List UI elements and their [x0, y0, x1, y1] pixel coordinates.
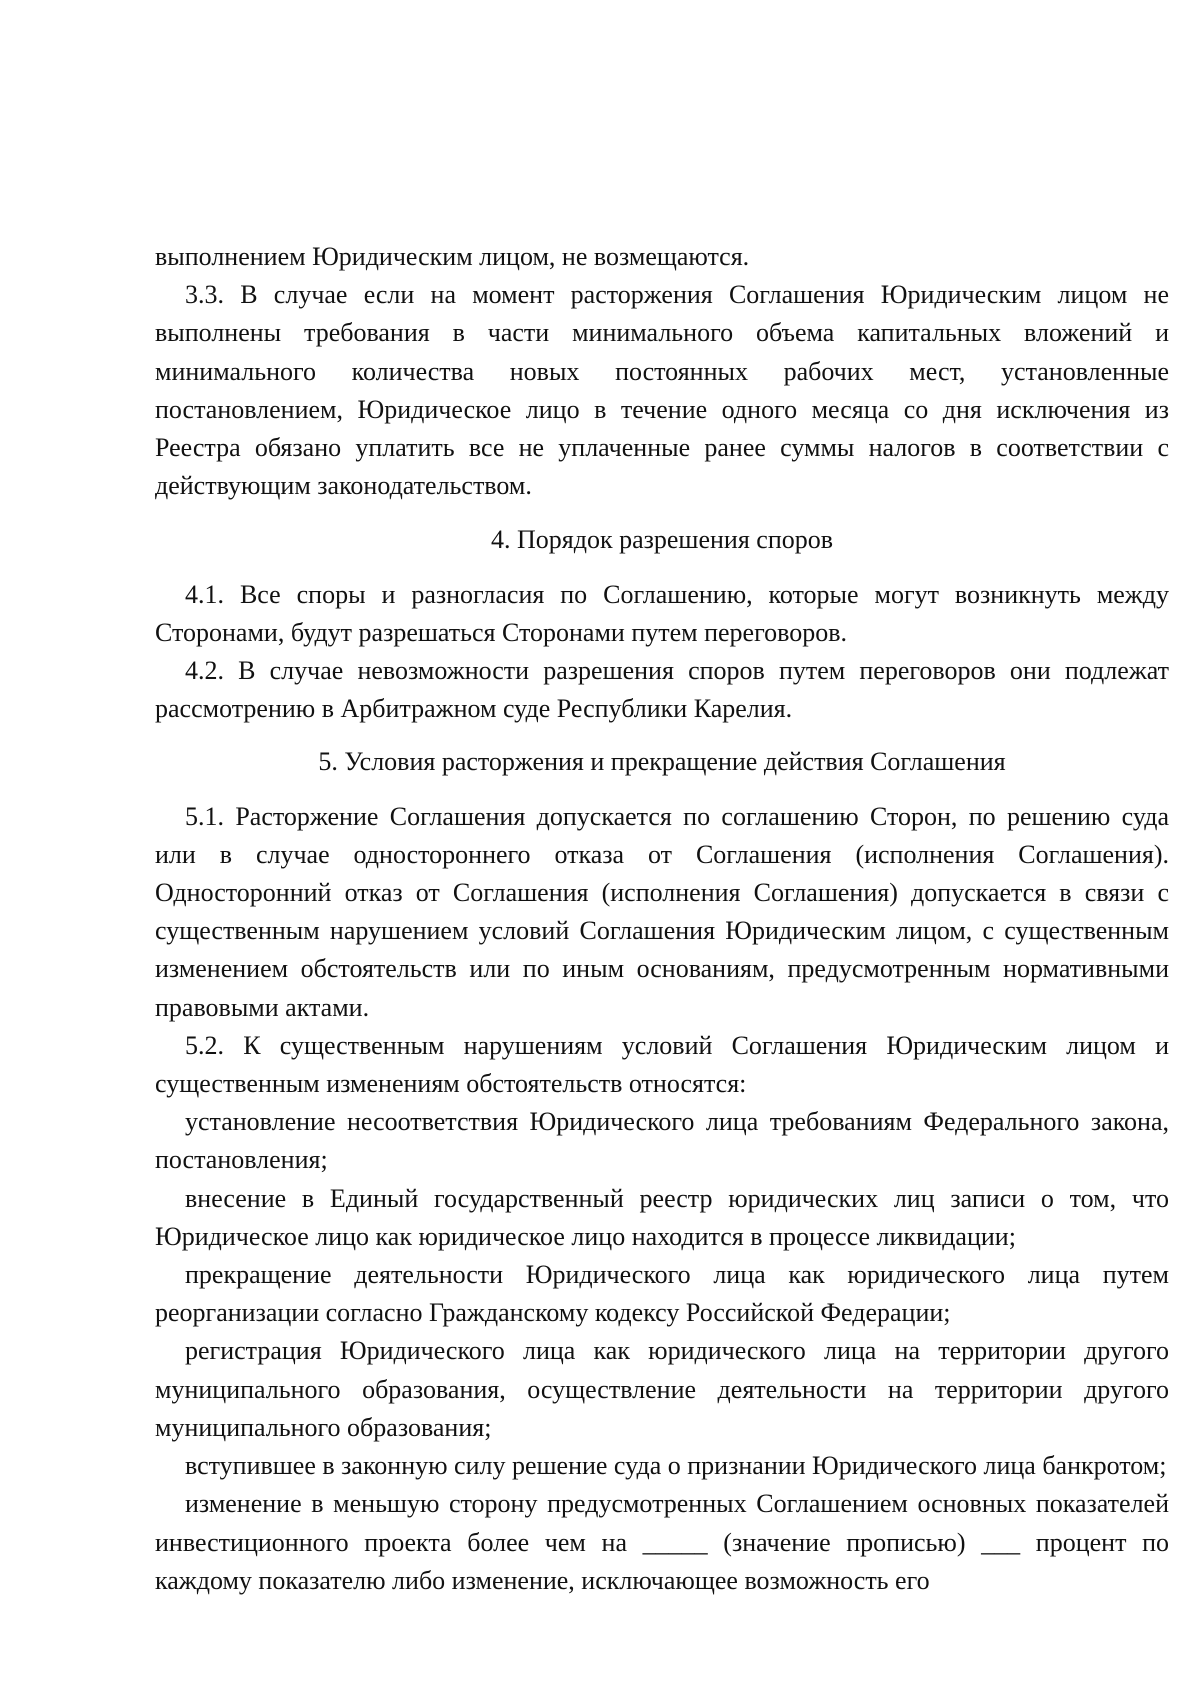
list-item: вступившее в законную силу решение суда о признании Юридического лица банкротом; [185, 1451, 1167, 1481]
clause-4-2: 4.2. В случае невозможности разрешения споров путем переговоров они подлежат рассмотрению в Арбитражном суде Республики Карелия. [155, 656, 1169, 724]
clause-4-1: 4.1. Все споры и разногласия по Соглашению, которые могут возникнуть между Сторонами, будут разрешаться Сторонами путем переговоров. [155, 579, 1169, 647]
section-4-heading: 4. Порядок разрешения споров [490, 525, 834, 555]
list-item: изменение в меньшую сторону предусмотренных Соглашением основных показателей инвестиционного проекта более чем на _____ (значение прописью) ___ процент по каждому показателю либо изменение, исключающее возможность его [155, 1489, 1169, 1595]
list-item: установление несоответствия Юридического лица требованиям Федерального закона, постановления; [155, 1107, 1169, 1175]
list-item: регистрация Юридического лица как юридического лица на территории другого муниципального образования, осуществление деятельности на территории другого муниципального образования; [155, 1336, 1169, 1442]
document-page [155, 238, 1169, 1600]
clause-3-3: 3.3. В случае если на момент расторжения Соглашения Юридическим лицом не выполнены требования в части минимального объема капитальных вложений и минимального количества новых постоянных рабочих мест, установленные постановлением, Юридическое лицо в течение одного месяца со дня исключения из Реестра обязано уплатить все не уплаченные ранее суммы налогов в соответствии с действующим законодательством. [155, 280, 1169, 501]
list-item: внесение в Единый государственный реестр юридических лиц записи о том, что Юридическое лицо как юридическое лицо находится в процессе ликвидации; [155, 1183, 1169, 1251]
continuation-paragraph: выполнением Юридическим лицом, не возмещаются. [155, 242, 750, 271]
list-item: прекращение деятельности Юридического лица как юридического лица путем реорганизации согласно Гражданскому кодексу Российской Федерации; [155, 1260, 1169, 1328]
clause-5-1: 5.1. Расторжение Соглашения допускается по соглашению Сторон, по решению суда или в случае одностороннего отказа от Соглашения (исполнения Соглашения). Односторонний отказ от Соглашения (исполнения Соглашения) допускается в связи с существенным нарушением условий Соглашения Юридическим лицом, с существенным изменением обстоятельств или по иным основаниям, предусмотренным нормативными правовыми актами. [155, 801, 1169, 1022]
section-5-heading: 5. Условия расторжения и прекращение действия Соглашения [318, 747, 1006, 777]
clause-5-2: 5.2. К существенным нарушениям условий Соглашения Юридическим лицом и существенным изменениям обстоятельств относятся: [155, 1030, 1169, 1099]
